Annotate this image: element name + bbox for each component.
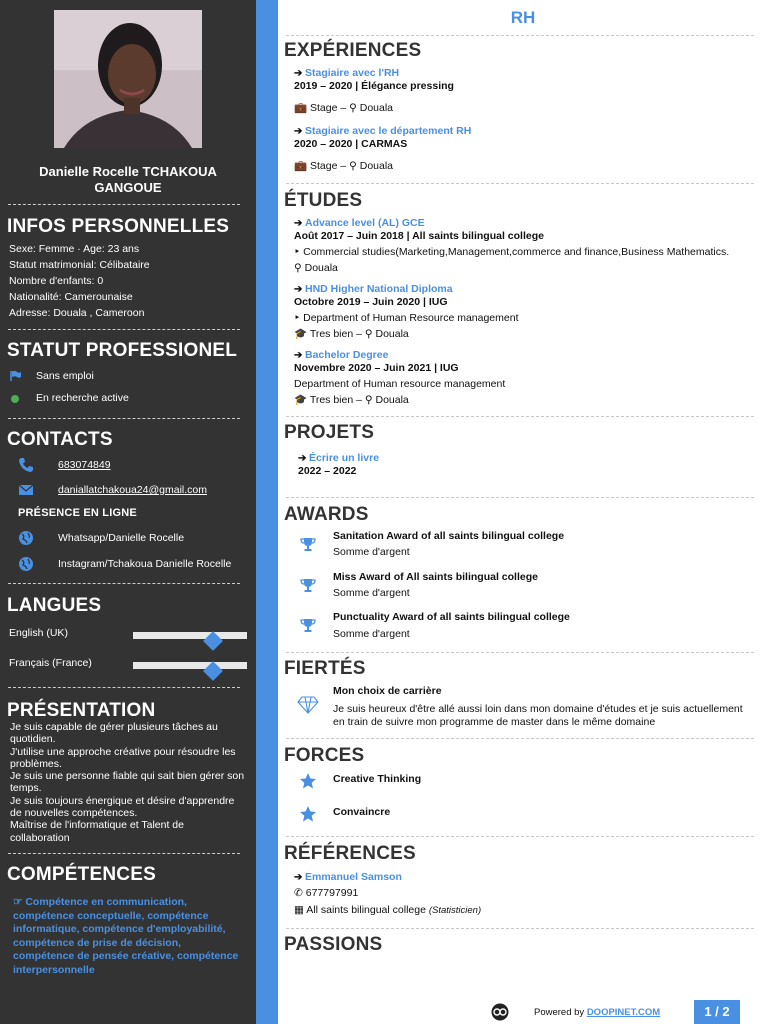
trophy-icon xyxy=(300,617,316,633)
personal-line: Sexe: Femme · Age: 23 ans xyxy=(9,243,140,255)
personal-info-list xyxy=(9,241,150,321)
experience-entry xyxy=(294,125,754,173)
experience-city: Douala xyxy=(359,160,394,172)
section-heading-presentation: PRÉSENTATION xyxy=(7,700,156,721)
experience-dates: 2020 – 2020 | CARMAS xyxy=(294,138,408,150)
arrow-right-icon: ➔ xyxy=(298,453,307,464)
experience-type: Stage – xyxy=(310,160,350,172)
online-item[interactable] xyxy=(0,530,256,550)
reference-entry xyxy=(294,871,754,917)
presentation-line: Je suis une personne fiable qui sait bien gérer son temps. xyxy=(10,770,245,795)
section-heading-personal: INFOS PERSONNELLES xyxy=(7,216,230,237)
personal-line: Nationalité: Camerounaise xyxy=(9,291,133,303)
language-label: English (UK) xyxy=(9,627,68,639)
phone-link[interactable]: 683074849 xyxy=(58,459,111,471)
divider xyxy=(8,329,240,330)
online-label[interactable]: Whatsapp/Danielle Rocelle xyxy=(58,532,185,544)
education-title: Bachelor Degree xyxy=(305,349,389,361)
award-subtitle: Somme d'argent xyxy=(333,628,410,640)
status-item xyxy=(0,390,256,410)
name-line-2: GANGOUE xyxy=(94,180,162,195)
powered-by-label: Powered by xyxy=(534,1007,587,1018)
divider xyxy=(8,204,240,205)
pride-title: Mon choix de carrière xyxy=(333,685,442,697)
language-item xyxy=(0,654,256,674)
divider xyxy=(8,687,240,688)
divider xyxy=(286,35,754,36)
language-item xyxy=(0,624,256,644)
education-title: Advance level (AL) GCE xyxy=(305,217,425,229)
personal-line: Adresse: Douala , Cameroon xyxy=(9,307,145,319)
section-heading-contacts: CONTACTS xyxy=(7,429,113,450)
experience-city: Douala xyxy=(359,102,394,114)
divider xyxy=(286,652,754,653)
language-level-marker xyxy=(203,631,223,651)
flag-icon xyxy=(10,370,22,382)
section-heading-competences: COMPÉTENCES xyxy=(7,864,156,885)
divider xyxy=(8,583,240,584)
divider xyxy=(286,928,754,929)
map-marker-icon: ⚲ xyxy=(349,160,357,172)
briefcase-icon: 💼 xyxy=(294,160,308,172)
competences-text xyxy=(13,896,245,978)
education-dates: Novembre 2020 – Juin 2021 | IUG xyxy=(294,362,459,374)
education-dates: Août 2017 – Juin 2018 | All saints bilingual college xyxy=(294,230,544,242)
education-city: Douala xyxy=(375,394,409,406)
award-subtitle: Somme d'argent xyxy=(333,546,410,558)
divider xyxy=(286,836,754,837)
section-heading-references: RÉFÉRENCES xyxy=(284,843,416,864)
envelope-icon xyxy=(18,482,34,498)
strength-label: Creative Thinking xyxy=(333,773,422,785)
doopinet-logo-icon xyxy=(491,1003,509,1021)
education-grade: Tres bien – xyxy=(309,394,365,406)
section-heading-passions: PASSIONS xyxy=(284,934,383,955)
building-icon: ▦ xyxy=(294,904,304,916)
map-marker-icon: ⚲ xyxy=(364,394,373,406)
experience-type: Stage – xyxy=(310,102,350,114)
divider xyxy=(286,738,754,739)
globe-icon xyxy=(18,530,34,546)
dot-icon xyxy=(10,392,22,404)
divider xyxy=(286,497,754,498)
award-title: Punctuality Award of all saints bilingual college xyxy=(333,611,570,623)
education-entry xyxy=(294,217,754,275)
education-entry xyxy=(294,349,754,407)
language-label: Français (France) xyxy=(9,657,92,669)
divider xyxy=(286,416,754,417)
phone-icon: ✆ xyxy=(294,887,303,899)
project-dates: 2022 – 2022 xyxy=(298,465,357,477)
project-title: Écrire un livre xyxy=(309,452,380,464)
caret-right-icon: ‣ xyxy=(294,246,301,258)
personal-line: Nombre d'enfants: 0 xyxy=(9,275,104,287)
education-entry xyxy=(294,283,754,341)
doopinet-link[interactable]: DOOPINET.COM xyxy=(586,1007,661,1018)
section-heading-projets: PROJETS xyxy=(284,422,375,443)
language-level-bar xyxy=(133,662,247,669)
online-presence-heading: PRÉSENCE EN LIGNE xyxy=(18,507,137,519)
language-level-bar xyxy=(133,632,247,639)
experience-dates: 2019 – 2020 | Élégance pressing xyxy=(294,80,454,92)
arrow-right-icon: ➔ xyxy=(294,872,303,883)
award-title: Miss Award of All saints bilingual college xyxy=(333,571,538,583)
status-item xyxy=(0,368,256,388)
section-heading-experiences: EXPÉRIENCES xyxy=(284,40,422,61)
arrow-right-icon: ➔ xyxy=(294,218,303,229)
arrow-right-icon: ➔ xyxy=(294,284,303,295)
presentation-line: Je suis capable de gérer plusieurs tâches au quotidien. xyxy=(10,721,218,746)
briefcase-icon: 💼 xyxy=(294,102,308,114)
contact-phone[interactable] xyxy=(0,457,256,477)
section-heading-forces: FORCES xyxy=(284,745,365,766)
status-label: En recherche active xyxy=(36,392,129,404)
presentation-line: Je suis toujours énergique et désire d'apprendre de nouvelles compétences. xyxy=(10,794,235,820)
section-heading-fiertes: FIERTÉS xyxy=(284,658,366,679)
divider xyxy=(8,853,240,854)
reference-name: Emmanuel Samson xyxy=(305,871,402,883)
page-indicator: 1 / 2 xyxy=(694,1000,740,1024)
strength-label: Convaincre xyxy=(333,806,391,818)
section-heading-awards: AWARDS xyxy=(284,504,369,525)
graduation-cap-icon: 🎓 xyxy=(294,394,308,406)
education-desc: Department of Human resource management xyxy=(294,378,506,390)
caret-right-icon: ‣ xyxy=(294,312,301,324)
education-city: Douala xyxy=(304,262,338,274)
award-title: Sanitation Award of all saints bilingual college xyxy=(333,530,565,542)
arrow-right-icon: ➔ xyxy=(294,126,303,137)
reference-org: All saints bilingual college xyxy=(306,904,426,916)
education-desc: Commercial studies(Marketing,Management,commerce and finance,Business Mathematics. xyxy=(303,246,730,258)
pride-text: Je suis heureux d'être allé aussi loin dans mon domaine d'études et je suis actuellement en train de suivre mon programme de master dans le même domaine xyxy=(333,703,743,728)
status-label: Sans emploi xyxy=(36,370,94,382)
phone-icon xyxy=(18,457,34,473)
trophy-icon xyxy=(300,536,316,552)
arrow-right-icon: ➔ xyxy=(294,350,303,361)
contact-email[interactable] xyxy=(0,482,256,502)
trophy-icon xyxy=(300,577,316,593)
language-level-marker xyxy=(203,661,223,681)
powered-by xyxy=(534,1007,660,1018)
sidebar xyxy=(0,0,256,1024)
email-link[interactable]: daniallatchakoua24@gmail.com xyxy=(58,484,207,496)
education-title: HND Higher National Diploma xyxy=(305,283,453,295)
education-desc: Department of Human Resource management xyxy=(303,312,519,324)
award-subtitle: Somme d'argent xyxy=(333,587,410,599)
education-city: Douala xyxy=(375,328,409,340)
section-heading-etudes: ÉTUDES xyxy=(284,190,363,211)
name-line-1: Danielle Rocelle TCHAKOUA xyxy=(39,164,217,179)
competences-list: Compétence en communication, compétence conceptuelle, compétence informatique, compétence d'employabilité, compétence de prise de décision, compétence de pensée créative, compétence interpersonnelle xyxy=(13,896,239,976)
section-heading-languages: LANGUES xyxy=(7,595,102,616)
star-icon xyxy=(299,772,317,790)
section-heading-status: STATUT PROFESSIONEL xyxy=(7,340,238,361)
education-dates: Octobre 2019 – Juin 2020 | IUG xyxy=(294,296,448,308)
profile-name xyxy=(0,164,256,196)
hand-pointer-icon: ☞ xyxy=(13,896,23,908)
star-icon xyxy=(299,805,317,823)
project-entry xyxy=(298,452,758,478)
presentation-text xyxy=(10,721,246,844)
experience-title: Stagiaire avec le département RH xyxy=(305,125,472,137)
divider xyxy=(8,418,240,419)
presentation-line: J'utilise une approche créative pour résoudre les problèmes. xyxy=(10,745,236,770)
accent-stripe xyxy=(256,0,278,1024)
online-label[interactable]: Instagram/Tchakoua Danielle Rocelle xyxy=(58,558,232,570)
arrow-right-icon: ➔ xyxy=(294,68,303,79)
map-marker-icon: ⚲ xyxy=(364,328,373,340)
job-title: RH xyxy=(510,8,536,27)
map-marker-icon: ⚲ xyxy=(349,102,357,114)
graduation-cap-icon: 🎓 xyxy=(294,328,308,340)
online-item[interactable] xyxy=(0,556,256,576)
diamond-icon xyxy=(297,696,319,714)
globe-icon xyxy=(18,556,34,572)
divider xyxy=(286,183,754,184)
reference-phone: 677797991 xyxy=(305,887,359,899)
reference-role: (Statisticien) xyxy=(428,905,482,916)
map-marker-icon: ⚲ xyxy=(294,262,302,274)
education-grade: Tres bien – xyxy=(309,328,365,340)
experience-title: Stagiaire avec l'RH xyxy=(305,67,400,79)
presentation-line: Maîtrise de l'informatique et Talent de collaboration xyxy=(10,819,184,844)
profile-photo xyxy=(54,10,202,148)
experience-entry xyxy=(294,67,754,115)
personal-line: Statut matrimonial: Célibataire xyxy=(9,259,150,271)
